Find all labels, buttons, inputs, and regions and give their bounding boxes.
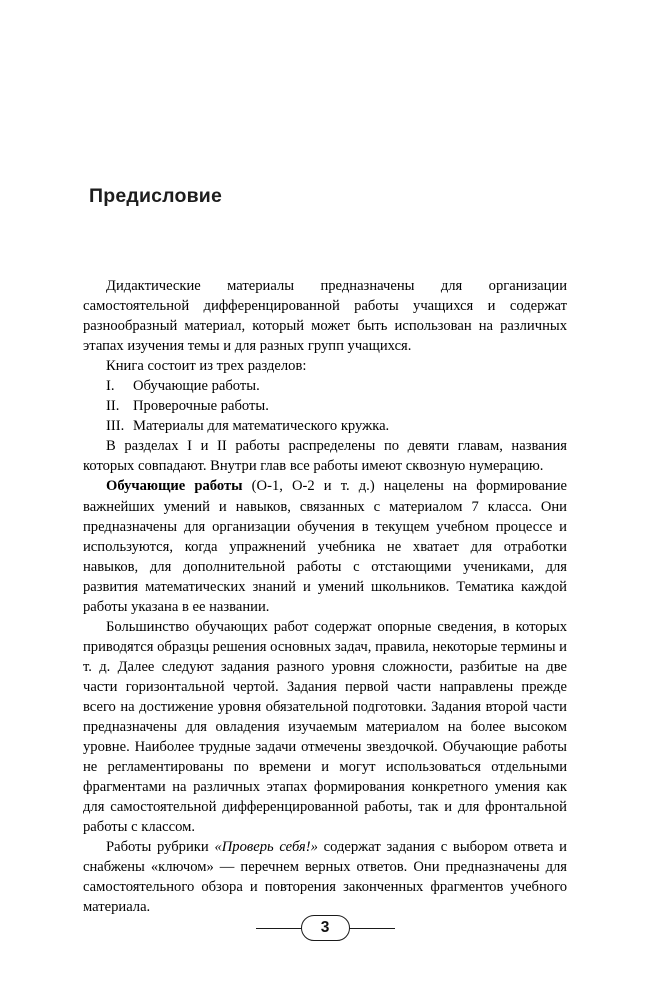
list-item [83,376,567,396]
footer-rule-left [256,928,302,929]
paragraph-task-structure: Большинство обучающих работ содержат опорные сведения, в которых приводятся образцы решения основных задач, правила, некоторые термины и т. д. Далее следуют задания разного уровня сложности, разбитые на две части горизонтальной чертой. Задания первой части направлены прежде всего на достижение уровня обязательной подготовки. Задания второй части предназначены для овладения изучаемым материалом на более высоком уровне. Наиболее трудные задачи отмечены звездочкой. Обучающие работы не регламентированы по времени и могут использоваться отдельными фрагментами на различных этапах формирования конкретного умения как для самостоятельной дифференцированной работы, так и для фронтальной работы с классом. [83,618,567,836]
paragraph-intro: Дидактические материалы предназначены для организации самостоятельной дифференцированной работы учащихся и содержат разнообразный материал, который может быть использован на различных этапах изучения темы и для разных групп учащихся. [83,278,567,355]
paragraph-sections-lead-in: Книга состоит из трех разделов: [106,358,307,375]
list-item-label: Проверочные работы. [133,398,269,415]
sections-roman-list [83,376,567,436]
page-number-badge: 3 [301,915,350,941]
training-works-body: (О-1, О-2 и т. д.) нацелены на формирование важнейших умений и навыков, связанных с материалом 7 класса. Они предназначены для организации обучения в текущем учебном процессе и используются, когда упражнений учебника не хватает для отработки навыков, для дополнительной работы с отстающими учениками, для развития математических знаний и умений школьников. Тематика каждой работы указана в ее названии. [83,478,567,615]
list-item-numeral: I. [106,378,115,395]
paragraph-training-works [83,476,567,616]
page-title: Предисловие [89,185,223,208]
list-item-label: Обучающие работы. [133,378,260,395]
check-yourself-rubric-title: «Проверь себя!» [214,839,318,856]
training-works-bold-lead: Обучающие работы [106,478,243,495]
list-item-label: Материалы для математического кружка. [133,418,390,435]
check-yourself-body: содержат задания с выбором ответа и снабжены «ключом» — перечнем верных ответов. Они предназначены для самостоятельного обзора и повторения законченных фрагментов учебного материала. [83,839,567,916]
paragraph-check-yourself [83,837,567,917]
page-number-footer [0,914,650,942]
list-item [83,416,567,436]
check-yourself-lead: Работы рубрики [106,839,215,856]
list-item-numeral: II. [106,398,120,415]
body-text-column [83,276,567,918]
list-item-numeral: III. [106,418,125,435]
list-item [83,396,567,416]
footer-rule-right [349,928,395,929]
paragraph-chapter-numbering: В разделах I и II работы распределены по девяти главам, названия которых совпадают. Внутри глав все работы имеют сквозную нумерацию. [83,438,567,475]
